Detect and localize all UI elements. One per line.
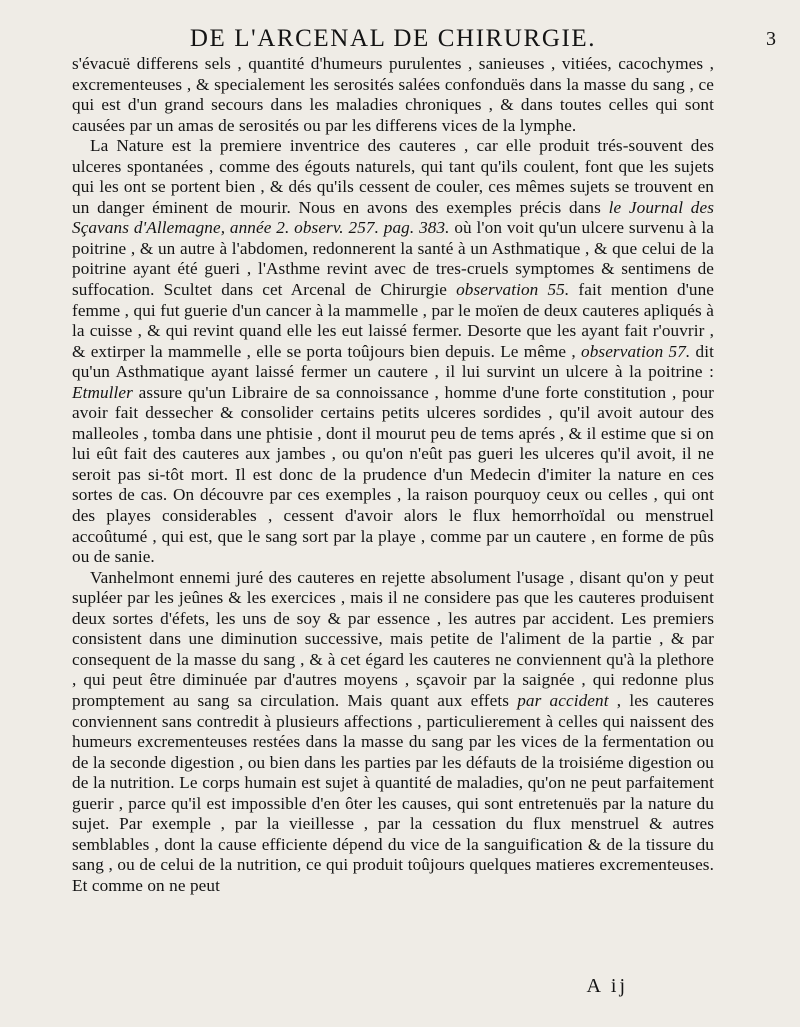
running-head: DE L'ARCENAL DE CHIRURGIE. <box>189 25 597 52</box>
observation-reference: observation 55. <box>456 280 570 300</box>
paragraph-2 <box>72 136 714 567</box>
paragraph-2-text: où l'on voit qu'un ulcere survenu à la poitrine , & un autre à l'abdomen, redonnerent la santé à un Asthmatique , & que celui de la poitrine ayant été gueri , l'Asthme revint avec de tres-cruels symptomes & sentimens de suffocation. Scultet dans cet Arcenal de Chirurgie <box>72 218 714 300</box>
paragraph-2-text: assure qu'un Libraire de sa connoissance , homme d'une forte constitution , pour avoir fait dessecher & consolider certains petits ulceres sordides , qu'il avoit autour des malleoles , tomba dans une phtisie , dont il mourut peu de tems aprés , & il estime que si on lui eût fait des cauteres aux jambes , ou qu'on n'eût pas gueri les ulceres qu'il avoit, il ne seroit pas si-tôt mort. Il est donc de la prudence d'un Medecin d'imiter la nature en ces sortes de cas. On découvre par ces exemples , la raison pourquoy ceux ou celles , qui ont des playes considerables , cessent d'avoir alors le flux hemorrhoïdal ou menstruel accoûtumé , qui est, que le sang sort par la playe , comme par un cautere , en forme de pûs ou de sanie. <box>72 382 714 567</box>
paragraph-1 <box>72 54 714 136</box>
paragraph-3-text: Vanhelmont ennemi juré des cauteres en rejette absolument l'usage , disant qu'on y peut supléer par les jeûnes & les exercices , mais il ne considere pas que les cauteres produisent deux sortes d'éfets, les uns de soy & par essence , les autres par accident. Les premiers consistent dans une diminution successive, mais petite de l'aliment de la partie , & par consequent de la masse du sang , & à cet égard les cauteres ne conviennent qu'à la plethore , qui peut être diminuée par d'autres moyens , sçavoir par la saignée , qui redonne plus promptement au sang sa circulation. Mais quant aux effets <box>72 567 714 710</box>
paragraph-2-text: dit qu'un Asthmatique ayant laissé fermer un cautere , il lui survint un ulcere à la poitrine : <box>72 341 714 382</box>
paragraph-2-text: La Nature est la premiere inventrice des cauteres , car elle produit trés-souvent des ulceres spontanées , comme des égouts naturels, qui tant qu'ils coulent, font que les sujets qui les ont se portent bien , & dés qu'ils cessent de couler, ces mêmes sujets se trouvent en un danger éminent de mourir. Nous en avons des exemples précis dans <box>72 136 714 217</box>
paragraph-2-text: fait mention d'une femme , qui fut guerie d'un cancer à la mammelle , par le moïen de deux cauteres apliqués à la cuisse , & qui revint quand elle les eut laissé fermer. Desorte que les ayant fait r'ouvrir , & extirper la mammelle , elle se porta toûjours bien depuis. Le même , <box>72 280 715 361</box>
paragraph-3 <box>72 568 714 897</box>
paragraph-1-text: s'évacuë differens sels , quantité d'humeurs purulentes , sanieuses , vitiées, cacochymes , excrementeuses , & specialement les serosités salées confonduës dans la masse du sang , ce qui est d'un grand secours dans les maladies chroniques , & dans toutes celles qui sont causées par un amas de serosités ou par les differens vices de la lymphe. <box>72 54 714 135</box>
signature-mark: A ij <box>586 975 628 997</box>
page-header <box>72 24 776 54</box>
body-text <box>72 54 714 896</box>
page-number: 3 <box>766 28 776 50</box>
observation-reference: observation 57. <box>581 341 691 361</box>
paragraph-3-text: , les cauteres conviennent sans contredit à plusieurs affections , particulierement à celles qui naissent des humeurs excrementeuses restées dans la masse du sang par les vices de la fermentation ou de la seconde digestion , ou bien dans les parties par les défauts de la troisiéme digestion ou de la nutrition. Le corps humain est sujet à quantité de maladies, qu'on ne peut parfaitement guerir , parce qu'il est impossible d'en ôter les causes, qui sont entretenuës par la nature du sujet. Par exemple , par la vieillesse , par la cessation du flux menstruel & autres semblables , dont la cause efficiente dépend du vice de la sanguification & de la tissure du sang , ou de celui de la nutrition, ce qui produit toûjours quelques matieres excrementeuses. Et comme on ne peut <box>72 690 714 895</box>
author-name: Etmuller <box>72 382 133 402</box>
journal-citation: le Journal des Sçavans d'Allemagne, année 2. observ. 257. pag. 383. <box>72 197 715 238</box>
emphasized-phrase: par accident <box>517 690 609 710</box>
